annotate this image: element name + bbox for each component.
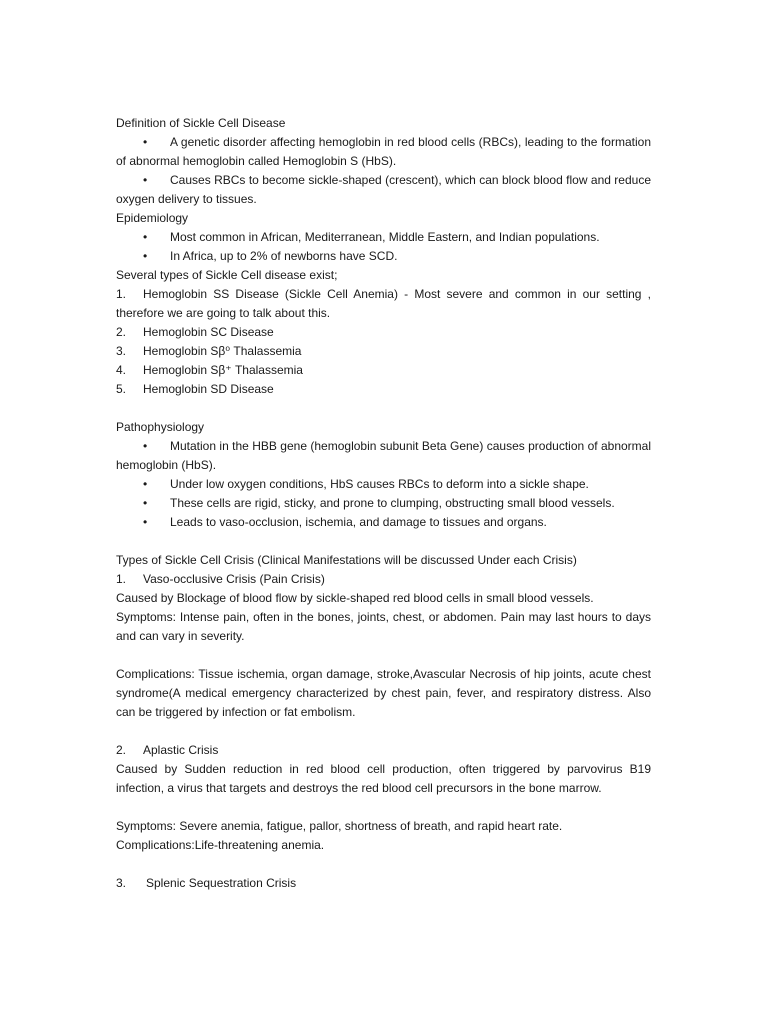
- bullet-icon: •: [143, 515, 148, 529]
- numbered-item: 4. Hemoglobin Sβ⁺ Thalassemia: [116, 363, 303, 377]
- list-item: • Leads to vaso-occlusion, ischemia, and damage to tissues and organs.: [116, 513, 651, 532]
- bullet-icon: •: [143, 439, 148, 453]
- list-item: • Mutation in the HBB gene (hemoglobin subunit Beta Gene) causes production of abnormal hemoglobin (HbS).: [116, 439, 651, 472]
- list-item: • These cells are rigid, sticky, and prone to clumping, obstructing small blood vessels.: [116, 494, 651, 513]
- list-item: • Causes RBCs to become sickle-shaped (crescent), which can block blood flow and reduce oxygen delivery to tissues.: [116, 173, 651, 206]
- crisis-title: 3. Splenic Sequestration Crisis: [116, 876, 297, 890]
- spacer: [116, 399, 651, 418]
- numbered-item: 2. Hemoglobin SC Disease: [116, 325, 274, 339]
- list-item: • A genetic disorder affecting hemoglobin in red blood cells (RBCs), leading to the formation of abnormal hemoglobin called Hemoglobin S (HbS).: [116, 135, 651, 168]
- bullet-icon: •: [143, 496, 148, 510]
- heading-pathophysiology: Pathophysiology: [116, 420, 205, 434]
- numbered-item: 5. Hemoglobin SD Disease: [116, 382, 274, 396]
- crisis-complications: Complications: Tissue ischemia, organ damage, stroke,Avascular Necrosis of hip joints, acute chest syndrome(A medical emergency characterized by chest pain, fever, and respiratory distress. Also can be triggered by infection or fat embolism.: [116, 667, 651, 719]
- spacer: [116, 798, 651, 817]
- bullet-icon: •: [143, 135, 148, 149]
- bullet-icon: •: [143, 173, 148, 187]
- bullet-icon: •: [143, 477, 148, 491]
- heading-epidemiology: Epidemiology: [116, 211, 189, 225]
- heading-definition: Definition of Sickle Cell Disease: [116, 116, 286, 130]
- list-item: • Under low oxygen conditions, HbS causes RBCs to deform into a sickle shape.: [116, 475, 651, 494]
- spacer: [116, 532, 651, 551]
- numbered-item: 3. Hemoglobin Sβ⁰ Thalassemia: [116, 344, 302, 358]
- heading-crisis-types: Types of Sickle Cell Crisis (Clinical Manifestations will be discussed Under each Crisis): [116, 553, 577, 567]
- document-page: [116, 114, 651, 893]
- list-item: • Most common in African, Mediterranean, Middle Eastern, and Indian populations.: [116, 228, 651, 247]
- crisis-title: 1. Vaso-occlusive Crisis (Pain Crisis): [116, 572, 325, 586]
- list-item: • In Africa, up to 2% of newborns have SCD.: [116, 247, 651, 266]
- crisis-title: 2. Aplastic Crisis: [116, 743, 219, 757]
- bullet-icon: •: [143, 249, 148, 263]
- crisis-symptoms: Symptoms: Intense pain, often in the bones, joints, chest, or abdomen. Pain may last hours to days and can vary in severity.: [116, 610, 651, 643]
- crisis-complications: Complications:Life-threatening anemia.: [116, 838, 325, 852]
- bullet-icon: •: [143, 230, 148, 244]
- types-intro: Several types of Sickle Cell disease exist;: [116, 268, 338, 282]
- numbered-item: 1. Hemoglobin SS Disease (Sickle Cell Anemia) - Most severe and common in our setting , therefore we are going to talk about this.: [116, 287, 651, 320]
- spacer: [116, 646, 651, 665]
- crisis-cause: Caused by Blockage of blood flow by sickle-shaped red blood cells in small blood vessels.: [116, 591, 594, 605]
- spacer: [116, 855, 651, 874]
- crisis-symptoms: Symptoms: Severe anemia, fatigue, pallor, shortness of breath, and rapid heart rate.: [116, 819, 563, 833]
- crisis-cause: Caused by Sudden reduction in red blood cell production, often triggered by parvovirus B19 infection, a virus that targets and destroys the red blood cell precursors in the bone marrow.: [116, 762, 651, 795]
- spacer: [116, 722, 651, 741]
